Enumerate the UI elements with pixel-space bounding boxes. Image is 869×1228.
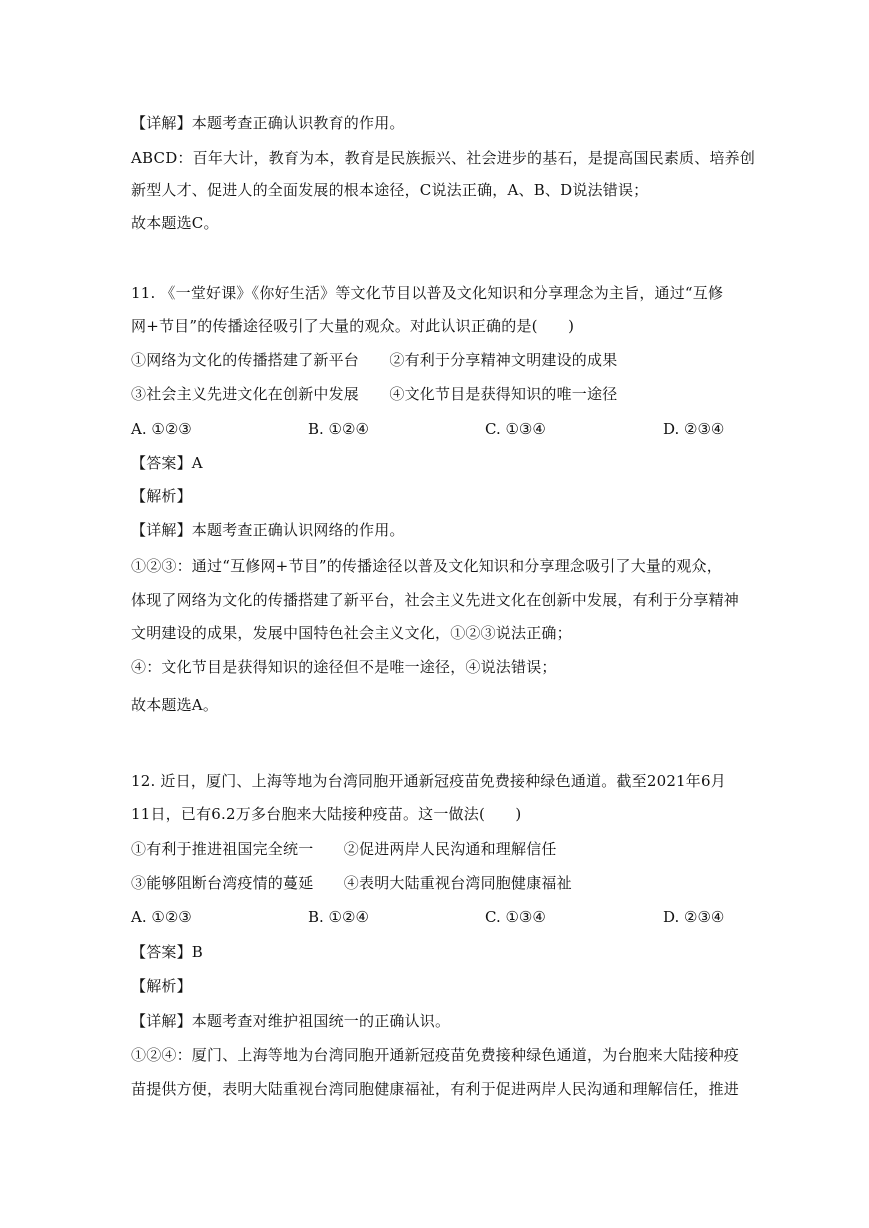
q12-analysis-label: 【解析】 <box>131 977 192 995</box>
q10-detail: 【详解】本题考查正确认识教育的作用。 <box>131 114 405 132</box>
q11-analysis-line: 文明建设的成果，发展中国特色社会主义文化，①②③说法正确； <box>131 624 572 642</box>
q11-option-d: D. ②③④ <box>663 420 725 438</box>
q12-stem-line: 12. 近日，厦门、上海等地为台湾同胞开通新冠疫苗免费接种绿色通道。截至2021年6月 <box>131 772 726 790</box>
q11-option-a: A. ①②③ <box>131 420 192 438</box>
q11-option-c: C. ①③④ <box>485 420 546 438</box>
q11-stem-line: 11. 《一堂好课》《你好生活》等文化节目以普及文化知识和分享理念为主旨，通过“互修 <box>131 284 724 302</box>
q11-analysis-line: ④：文化节目是获得知识的途径但不是唯一途径，④说法错误； <box>131 658 557 676</box>
q12-answer: 【答案】B <box>131 943 204 961</box>
q11-stem-line: 网+节目”的传播途径吸引了大量的观众。对此认识正确的是( ) <box>131 317 575 335</box>
q11-statements-line: ①网络为文化的传播搭建了新平台 ②有利于分享精神文明建设的成果 <box>131 351 618 369</box>
q11-detail: 【详解】本题考查正确认识网络的作用。 <box>131 521 405 539</box>
q11-answer: 【答案】A <box>131 454 203 472</box>
q11-analysis-line: 体现了网络为文化的传播搭建了新平台，社会主义先进文化在创新中发展，有利于分享精神 <box>131 591 740 609</box>
q12-option-d: D. ②③④ <box>663 908 725 926</box>
q10-analysis-line: 新型人才、促进人的全面发展的根本途径，C说法正确，A、B、D说法错误； <box>131 181 649 199</box>
q12-statements-line: ①有利于推进祖国完全统一 ②促进两岸人民沟通和理解信任 <box>131 840 557 858</box>
q10-conclusion: 故本题选C。 <box>131 214 219 232</box>
q12-statements-line: ③能够阻断台湾疫情的蔓延 ④表明大陆重视台湾同胞健康福祉 <box>131 874 572 892</box>
q12-stem-line: 11日，已有6.2万多台胞来大陆接种疫苗。这一做法( ) <box>131 805 522 823</box>
q12-analysis-line: ①②④：厦门、上海等地为台湾同胞开通新冠疫苗免费接种绿色通道，为台胞来大陆接种疫 <box>131 1046 740 1064</box>
q12-detail: 【详解】本题考查对维护祖国统一的正确认识。 <box>131 1012 451 1030</box>
q12-option-c: C. ①③④ <box>485 908 546 926</box>
q11-conclusion: 故本题选A。 <box>131 696 219 714</box>
q11-analysis-line: ①②③：通过“互修网+节目”的传播途径以普及文化知识和分享理念吸引了大量的观众， <box>131 557 722 575</box>
q10-analysis-line: ABCD：百年大计，教育为本，教育是民族振兴、社会进步的基石，是提高国民素质、培养创 <box>131 149 756 167</box>
q12-analysis-line: 苗提供方便，表明大陆重视台湾同胞健康福祉，有利于促进两岸人民沟通和理解信任，推进 <box>131 1080 740 1098</box>
q12-option-b: B. ①②④ <box>308 908 369 926</box>
q11-option-b: B. ①②④ <box>308 420 369 438</box>
q11-analysis-label: 【解析】 <box>131 487 192 505</box>
q12-option-a: A. ①②③ <box>131 908 192 926</box>
q11-statements-line: ③社会主义先进文化在创新中发展 ④文化节目是获得知识的唯一途径 <box>131 385 618 403</box>
